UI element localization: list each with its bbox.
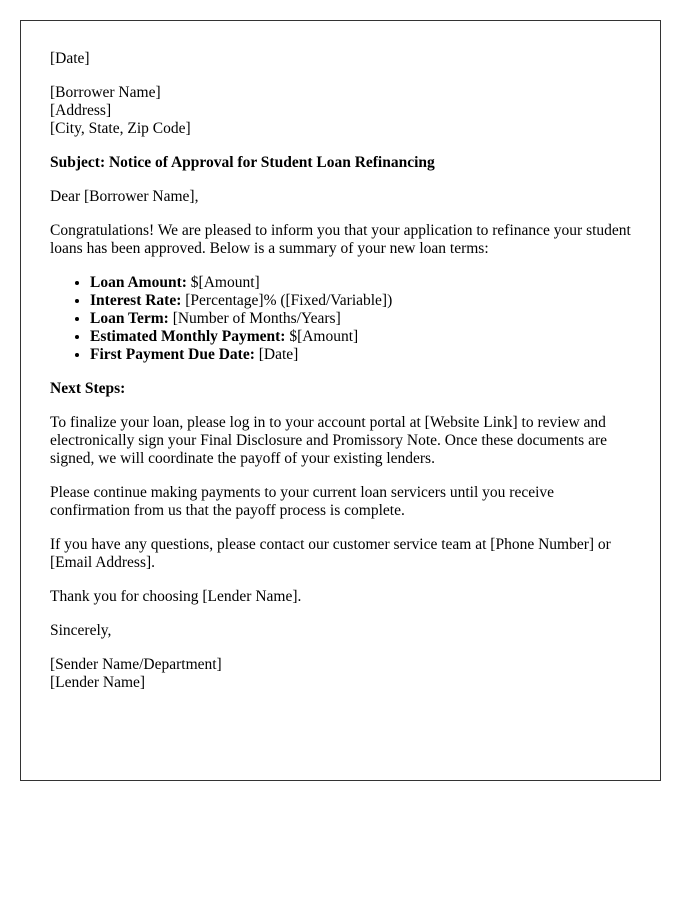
term-interest-rate	[90, 292, 631, 310]
term-label: Loan Amount:	[90, 274, 187, 291]
date: [Date]	[50, 50, 90, 67]
term-value: [Percentage]% ([Fixed/Variable])	[181, 292, 393, 309]
loan-terms-list	[50, 274, 631, 364]
closing: Sincerely,	[50, 622, 112, 639]
term-loan-amount	[90, 274, 631, 292]
address-line: [Address]	[50, 102, 112, 119]
term-value: [Date]	[254, 346, 299, 363]
lender-name: [Lender Name]	[50, 674, 146, 691]
letter	[20, 20, 661, 781]
greeting: Dear [Borrower Name],	[50, 188, 199, 205]
thanks: Thank you for choosing [Lender Name].	[50, 588, 302, 605]
term-value: $[Amount]	[285, 328, 359, 345]
city-state-zip: [City, State, Zip Code]	[50, 120, 191, 137]
term-monthly-payment	[90, 328, 631, 346]
term-first-payment	[90, 346, 631, 364]
subject: Subject: Notice of Approval for Student Loan Refinancing	[50, 154, 435, 171]
paragraph-continue-payments: Please continue making payments to your current loan servicers until you receive confirmation from us that the payoff process is complete.	[50, 484, 555, 519]
signature	[50, 656, 631, 692]
next-steps-heading: Next Steps:	[50, 380, 126, 397]
intro-paragraph: Congratulations! We are pleased to inform you that your application to refinance your student loans has been approved. Below is a summary of your new loan terms:	[50, 222, 631, 257]
term-label: Interest Rate:	[90, 292, 182, 309]
paragraph-finalize: To finalize your loan, please log in to your account portal at [Website Link] to review and electronically sign your Final Disclosure and Promissory Note. Once these documents are signed, we will coordinate the payoff of your existing lenders.	[50, 414, 608, 467]
recipient-address	[50, 84, 631, 138]
sender-name: [Sender Name/Department]	[50, 656, 222, 673]
term-loan-term	[90, 310, 631, 328]
term-label: Estimated Monthly Payment:	[90, 328, 286, 345]
borrower-name: [Borrower Name]	[50, 84, 161, 101]
term-value: [Number of Months/Years]	[168, 310, 341, 327]
term-label: Loan Term:	[90, 310, 169, 327]
paragraph-questions: If you have any questions, please contact our customer service team at [Phone Number] or [Email Address].	[50, 536, 611, 571]
term-value: $[Amount]	[186, 274, 260, 291]
term-label: First Payment Due Date:	[90, 346, 255, 363]
